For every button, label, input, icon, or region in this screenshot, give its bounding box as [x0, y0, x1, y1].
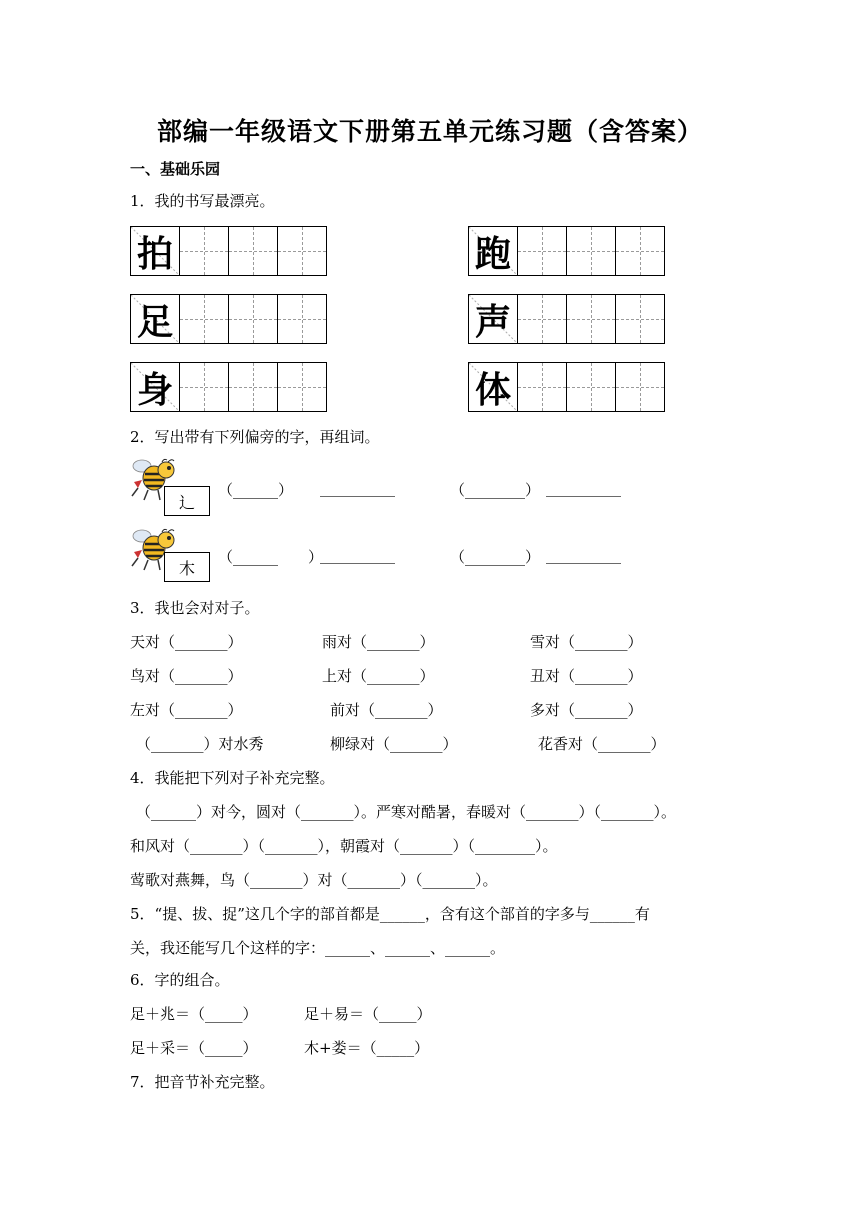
couplet-item[interactable]: 雨对（_______） — [322, 633, 435, 651]
couplet-item[interactable]: 雪对（_______） — [530, 633, 643, 651]
writing-cell[interactable] — [179, 362, 229, 412]
fill-line[interactable]: 莺歌对燕舞，鸟（_______）对（_______）（_______）。 — [130, 871, 498, 889]
couplet-item[interactable]: 花香对（_______） — [538, 735, 666, 753]
writing-cell[interactable] — [615, 226, 665, 276]
couplet-item[interactable]: （_______）对水秀 — [136, 735, 264, 753]
combination-item[interactable]: 足＋易＝（_____） — [304, 1005, 432, 1023]
couplet-item[interactable]: 天对（_______） — [130, 633, 243, 651]
writing-cell[interactable] — [277, 362, 327, 412]
couplet-item[interactable]: 多对（_______） — [530, 701, 643, 719]
writing-cell[interactable] — [615, 362, 665, 412]
answer-blank[interactable]: （______） — [218, 481, 294, 499]
question-7: 7．把音节补充完整。 — [130, 1073, 275, 1091]
couplet-item[interactable]: 左对（_______） — [130, 701, 243, 719]
writing-cell[interactable] — [277, 226, 327, 276]
model-character: 声 — [468, 294, 518, 344]
writing-cell[interactable] — [615, 294, 665, 344]
writing-cell[interactable] — [228, 294, 278, 344]
writing-cell[interactable] — [228, 226, 278, 276]
question-1: 1．我的书写最漂亮。 — [130, 192, 275, 210]
writing-grid-row — [468, 362, 664, 412]
writing-cell[interactable] — [566, 294, 616, 344]
fill-line[interactable]: 和风对（_______）（_______），朝霞对（_______）（________）。 — [130, 837, 558, 855]
model-character: 足 — [130, 294, 180, 344]
couplet-item[interactable]: 前对（_______） — [330, 701, 443, 719]
page-title: 部编一年级语文下册第五单元练习题（含答案） — [156, 117, 703, 146]
question-5-continued[interactable]: 关，我还能写几个这样的字：______、______、______。 — [130, 939, 506, 957]
writing-grid-row — [130, 362, 326, 412]
couplet-item[interactable]: 丑对（_______） — [530, 667, 643, 685]
writing-cell[interactable] — [179, 226, 229, 276]
combination-item[interactable]: 木+娄＝（_____） — [304, 1039, 430, 1057]
answer-blank[interactable]: （________） — [450, 481, 541, 499]
combination-item[interactable]: 足＋兆＝（_____） — [130, 1005, 258, 1023]
answer-blank[interactable]: __________ — [320, 546, 395, 564]
couplet-item[interactable]: 上对（_______） — [322, 667, 435, 685]
writing-grid-row — [468, 226, 664, 276]
question-4: 4．我能把下列对子补充完整。 — [130, 769, 335, 787]
model-character: 身 — [130, 362, 180, 412]
writing-cell[interactable] — [566, 362, 616, 412]
writing-cell[interactable] — [566, 226, 616, 276]
writing-cell[interactable] — [517, 294, 567, 344]
writing-cell[interactable] — [277, 294, 327, 344]
writing-cell[interactable] — [517, 362, 567, 412]
model-character: 体 — [468, 362, 518, 412]
writing-cell[interactable] — [179, 294, 229, 344]
writing-grid-row — [130, 226, 326, 276]
writing-cell[interactable] — [517, 226, 567, 276]
combination-item[interactable]: 足＋采＝（_____） — [130, 1039, 258, 1057]
writing-grid-row — [130, 294, 326, 344]
model-character: 拍 — [130, 226, 180, 276]
answer-blank[interactable]: __________ — [320, 479, 395, 497]
question-5[interactable]: 5．“提、拔、捉”这几个字的部首都是______，含有这个部首的字多与______有 — [130, 905, 650, 923]
answer-blank[interactable]: __________ — [546, 546, 621, 564]
radical-box: 辶 — [164, 486, 210, 516]
writing-cell[interactable] — [228, 362, 278, 412]
couplet-item[interactable]: 柳绿对（_______） — [330, 735, 458, 753]
section-heading: 一、基础乐园 — [130, 160, 221, 178]
writing-grid-row — [468, 294, 664, 344]
answer-blank[interactable]: （________） — [450, 548, 541, 566]
model-character: 跑 — [468, 226, 518, 276]
question-6: 6．字的组合。 — [130, 971, 230, 989]
fill-line[interactable]: （______）对今，圆对（_______）。严寒对酷暑，春暖对（_______）（_______）。 — [136, 803, 677, 821]
radical-box: 木 — [164, 552, 210, 582]
couplet-item[interactable]: 鸟对（_______） — [130, 667, 243, 685]
answer-blank[interactable]: __________ — [546, 479, 621, 497]
question-3: 3．我也会对对子。 — [130, 599, 260, 617]
answer-blank[interactable]: （______ ） — [218, 548, 324, 566]
question-2: 2．写出带有下列偏旁的字，再组词。 — [130, 428, 380, 446]
